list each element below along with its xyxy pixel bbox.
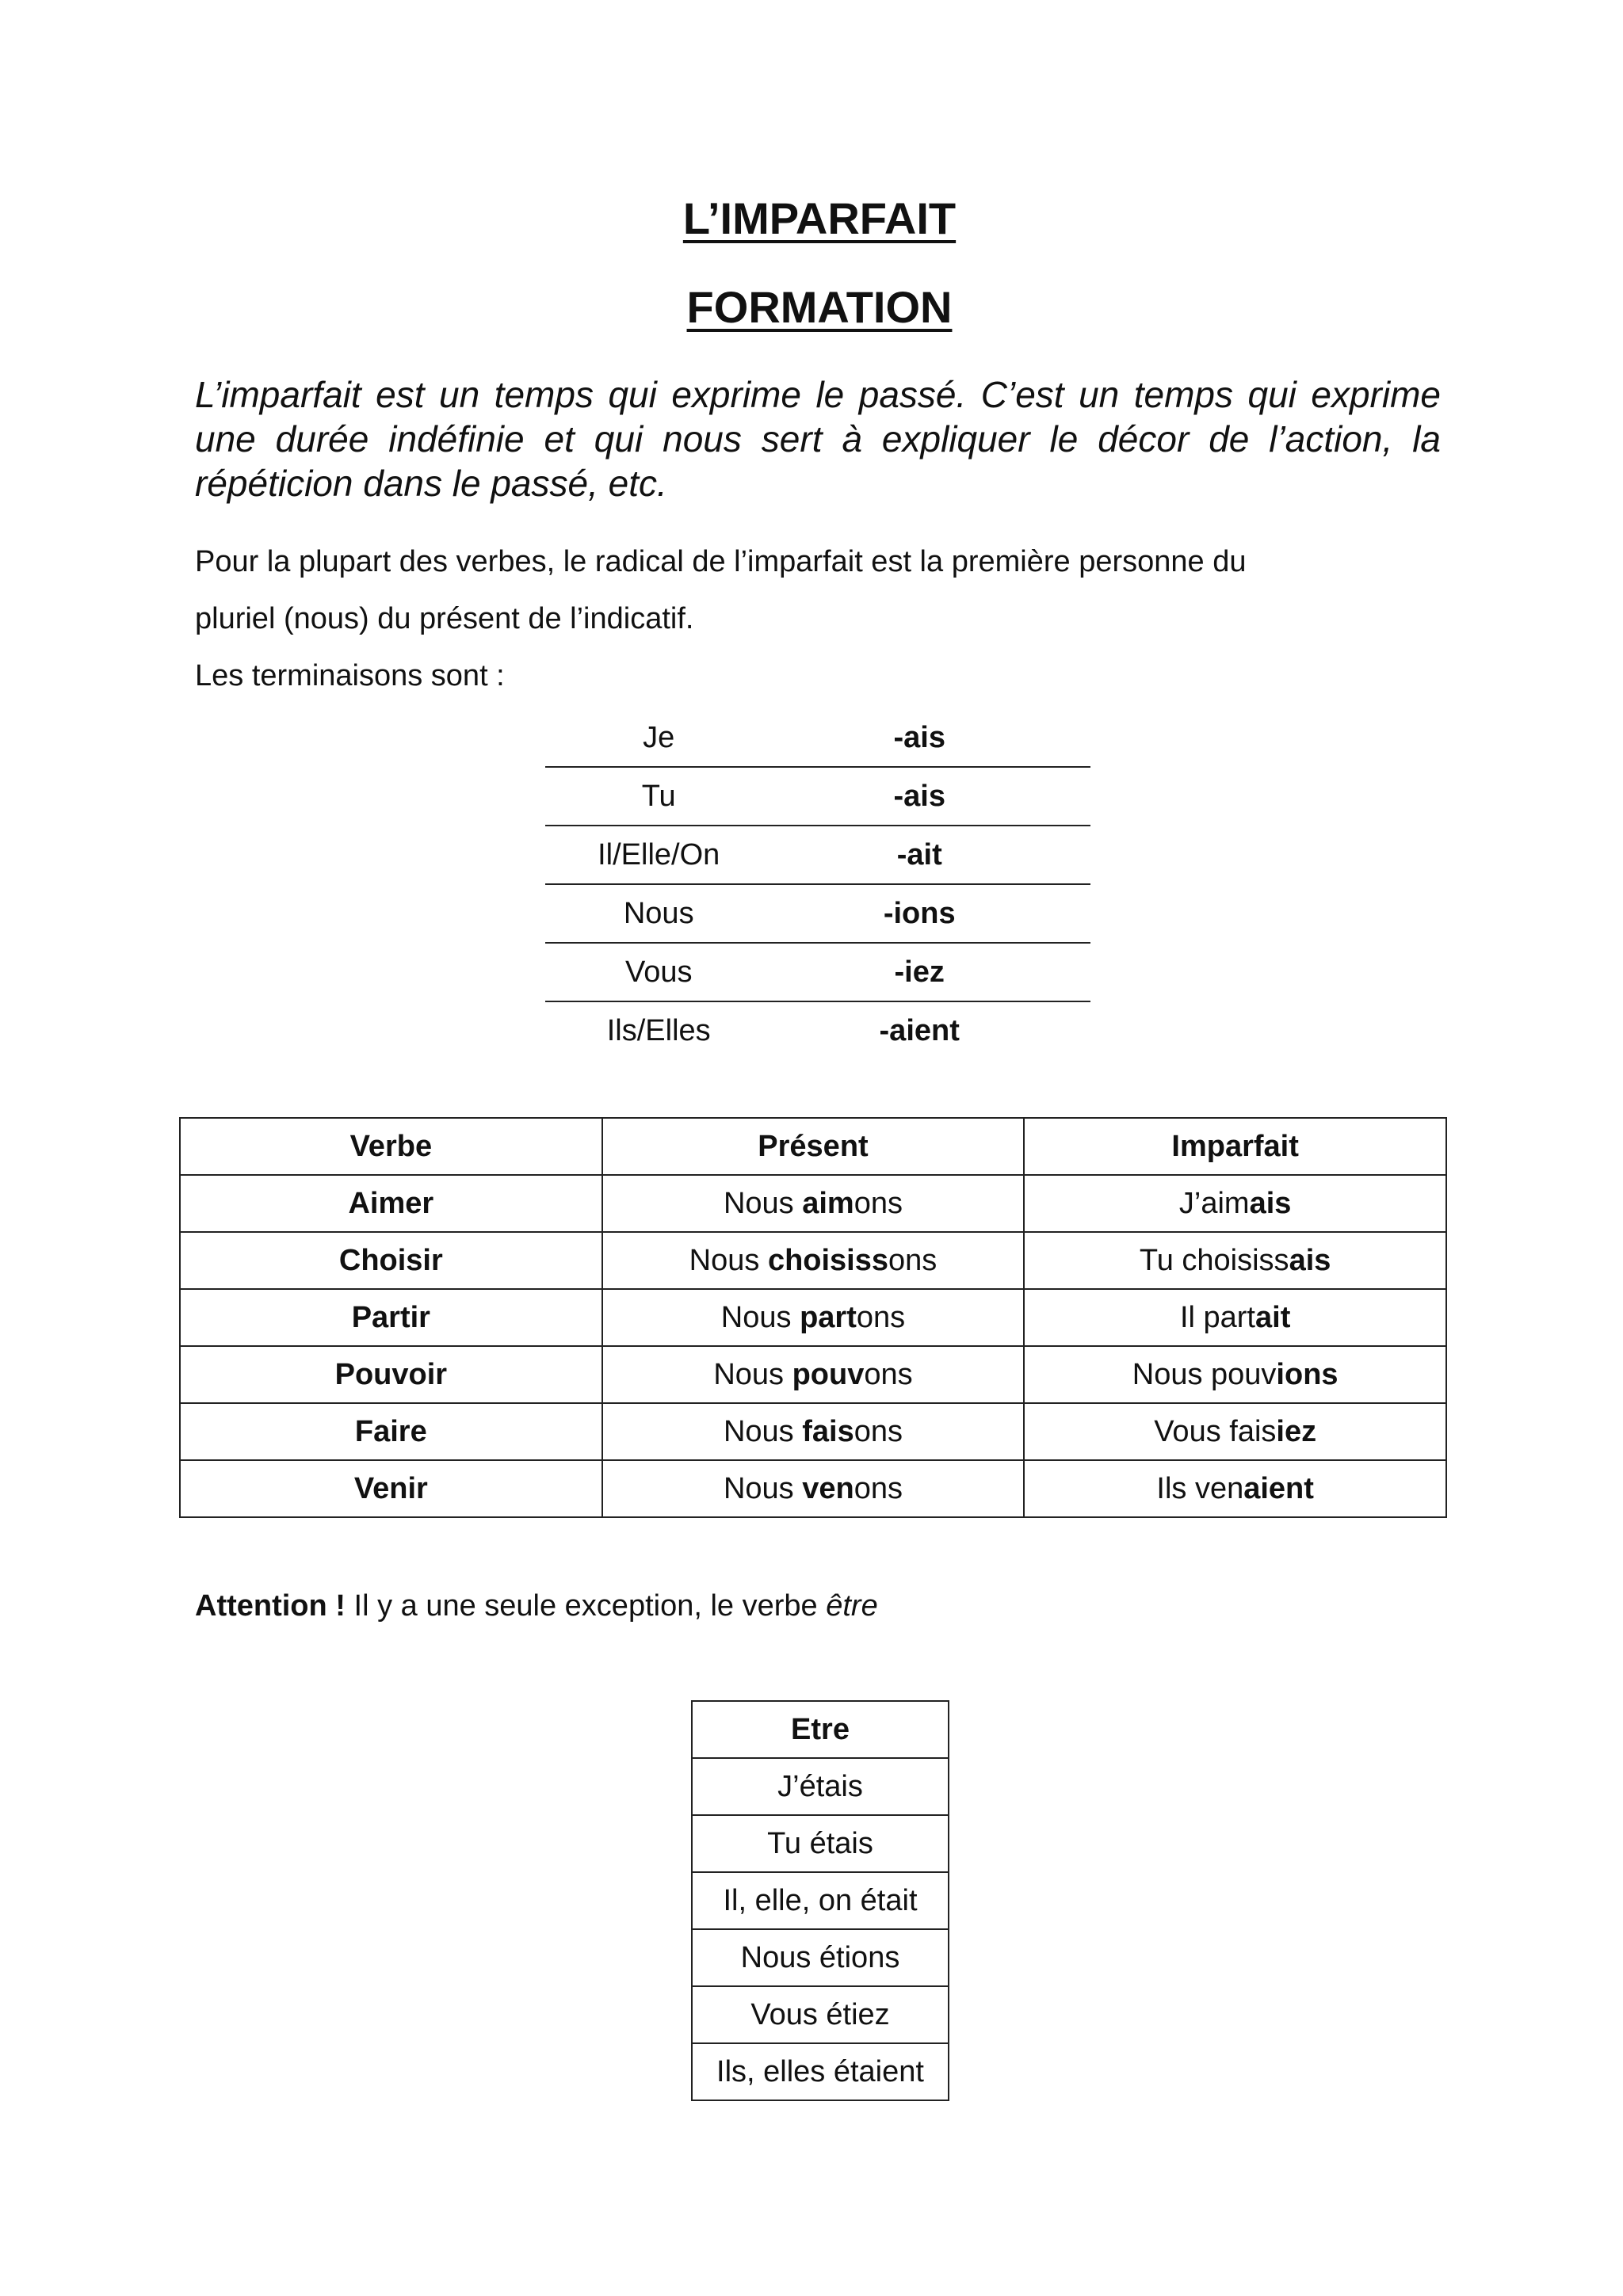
person-cell: Je bbox=[545, 709, 772, 767]
imparfait-cell bbox=[1024, 1175, 1446, 1232]
present-stem: fais bbox=[802, 1414, 854, 1448]
person-cell: Nous bbox=[545, 884, 772, 943]
etre-cell: Nous étions bbox=[692, 1929, 949, 1986]
verbs-header-row bbox=[180, 1118, 1446, 1175]
ending-cell: -ions bbox=[772, 884, 1090, 943]
verb-cell: Faire bbox=[180, 1403, 602, 1460]
person-cell: Tu bbox=[545, 767, 772, 826]
imparfait-ending: ais bbox=[1249, 1186, 1292, 1220]
present-prefix: Nous bbox=[723, 1186, 803, 1220]
verb-cell: Choisir bbox=[180, 1232, 602, 1289]
header-imparfait: Imparfait bbox=[1024, 1118, 1446, 1175]
imparfait-stem: Vous fais bbox=[1154, 1414, 1277, 1448]
exception-note bbox=[195, 1591, 878, 1621]
present-stem: ven bbox=[802, 1471, 854, 1505]
table-row bbox=[692, 1929, 949, 1986]
present-suffix: ons bbox=[864, 1357, 913, 1391]
present-prefix: Nous bbox=[723, 1471, 803, 1505]
verb-cell: Partir bbox=[180, 1289, 602, 1346]
ending-cell: -iez bbox=[772, 943, 1090, 1001]
imparfait-cell bbox=[1024, 1403, 1446, 1460]
imparfait-stem: Il part bbox=[1179, 1300, 1255, 1334]
present-stem: aim bbox=[802, 1186, 854, 1220]
etre-header-row bbox=[692, 1701, 949, 1758]
table-row bbox=[180, 1346, 1446, 1403]
rule-paragraph-line-1: Pour la plupart des verbes, le radical de l’imparfait est la première personne du bbox=[195, 545, 1247, 578]
imparfait-cell bbox=[1024, 1460, 1446, 1517]
endings-row bbox=[545, 943, 1090, 1001]
verbs-table bbox=[179, 1117, 1447, 1518]
etre-table bbox=[691, 1700, 949, 2101]
imparfait-ending: ait bbox=[1255, 1300, 1291, 1334]
imparfait-ending: aient bbox=[1243, 1471, 1314, 1505]
imparfait-stem: Ils ven bbox=[1156, 1471, 1244, 1505]
table-row bbox=[692, 1986, 949, 2043]
endings-row bbox=[545, 1001, 1090, 1059]
present-cell bbox=[602, 1460, 1025, 1517]
present-stem: part bbox=[800, 1300, 857, 1334]
etre-cell: J’étais bbox=[692, 1758, 949, 1815]
verb-cell: Venir bbox=[180, 1460, 602, 1517]
intro-paragraph: L’imparfait est un temps qui exprime le passé. C’est un temps qui exprime une durée indéfinie et qui nous sert à expliquer le décor de l’action, la répéticion dans le passé, etc. bbox=[195, 374, 1441, 504]
endings-intro: Les terminaisons sont : bbox=[195, 659, 505, 692]
imparfait-ending: ais bbox=[1289, 1243, 1331, 1277]
present-prefix: Nous bbox=[713, 1357, 792, 1391]
table-row bbox=[692, 2043, 949, 2100]
etre-header: Etre bbox=[692, 1701, 949, 1758]
etre-cell: Tu étais bbox=[692, 1815, 949, 1872]
present-cell bbox=[602, 1403, 1025, 1460]
present-suffix: ons bbox=[854, 1414, 903, 1448]
present-cell bbox=[602, 1289, 1025, 1346]
present-stem: choisiss bbox=[767, 1243, 889, 1277]
header-present: Présent bbox=[602, 1118, 1025, 1175]
table-row bbox=[692, 1758, 949, 1815]
imparfait-ending: iez bbox=[1276, 1414, 1317, 1448]
endings-row bbox=[545, 884, 1090, 943]
etre-cell: Ils, elles étaient bbox=[692, 2043, 949, 2100]
present-cell bbox=[602, 1175, 1025, 1232]
present-suffix: ons bbox=[856, 1300, 906, 1334]
endings-row bbox=[545, 826, 1090, 884]
verb-cell: Aimer bbox=[180, 1175, 602, 1232]
endings-table bbox=[545, 709, 1090, 1059]
etre-cell: Il, elle, on était bbox=[692, 1872, 949, 1929]
imparfait-stem: Nous pouv bbox=[1132, 1357, 1277, 1391]
rule-paragraph-line-2: pluriel (nous) du présent de l’indicatif. bbox=[195, 602, 694, 635]
imparfait-cell bbox=[1024, 1346, 1446, 1403]
present-cell bbox=[602, 1346, 1025, 1403]
table-row bbox=[180, 1175, 1446, 1232]
present-suffix: ons bbox=[854, 1471, 903, 1505]
imparfait-ending: ions bbox=[1276, 1357, 1338, 1391]
present-prefix: Nous bbox=[723, 1414, 803, 1448]
table-row bbox=[180, 1289, 1446, 1346]
imparfait-stem: J’aim bbox=[1178, 1186, 1250, 1220]
imparfait-cell bbox=[1024, 1289, 1446, 1346]
endings-row bbox=[545, 767, 1090, 826]
header-verbe: Verbe bbox=[180, 1118, 602, 1175]
ending-cell: -ait bbox=[772, 826, 1090, 884]
page-title: L’IMPARFAIT bbox=[682, 193, 957, 243]
ending-cell: -ais bbox=[772, 709, 1090, 767]
verb-cell: Pouvoir bbox=[180, 1346, 602, 1403]
present-cell bbox=[602, 1232, 1025, 1289]
etre-cell: Vous étiez bbox=[692, 1986, 949, 2043]
present-prefix: Nous bbox=[689, 1243, 768, 1277]
present-prefix: Nous bbox=[720, 1300, 800, 1334]
table-row bbox=[180, 1403, 1446, 1460]
note-attention: Attention ! bbox=[195, 1589, 346, 1623]
table-row bbox=[692, 1872, 949, 1929]
present-stem: pouv bbox=[792, 1357, 865, 1391]
ending-cell: -ais bbox=[772, 767, 1090, 826]
ending-cell: -aient bbox=[879, 1013, 960, 1047]
person-cell: Ils/Elles bbox=[606, 1013, 711, 1047]
endings-row bbox=[545, 709, 1090, 767]
present-suffix: ons bbox=[854, 1186, 903, 1220]
person-cell: Vous bbox=[545, 943, 772, 1001]
note-text: Il y a une seule exception, le verbe bbox=[345, 1589, 827, 1623]
note-verb: être bbox=[826, 1589, 878, 1623]
imparfait-cell bbox=[1024, 1232, 1446, 1289]
table-row bbox=[180, 1460, 1446, 1517]
person-cell: Il/Elle/On bbox=[545, 826, 772, 884]
section-title: FORMATION bbox=[686, 282, 953, 332]
imparfait-stem: Tu choisiss bbox=[1139, 1243, 1289, 1277]
table-row bbox=[180, 1232, 1446, 1289]
table-row bbox=[692, 1815, 949, 1872]
present-suffix: ons bbox=[888, 1243, 938, 1277]
